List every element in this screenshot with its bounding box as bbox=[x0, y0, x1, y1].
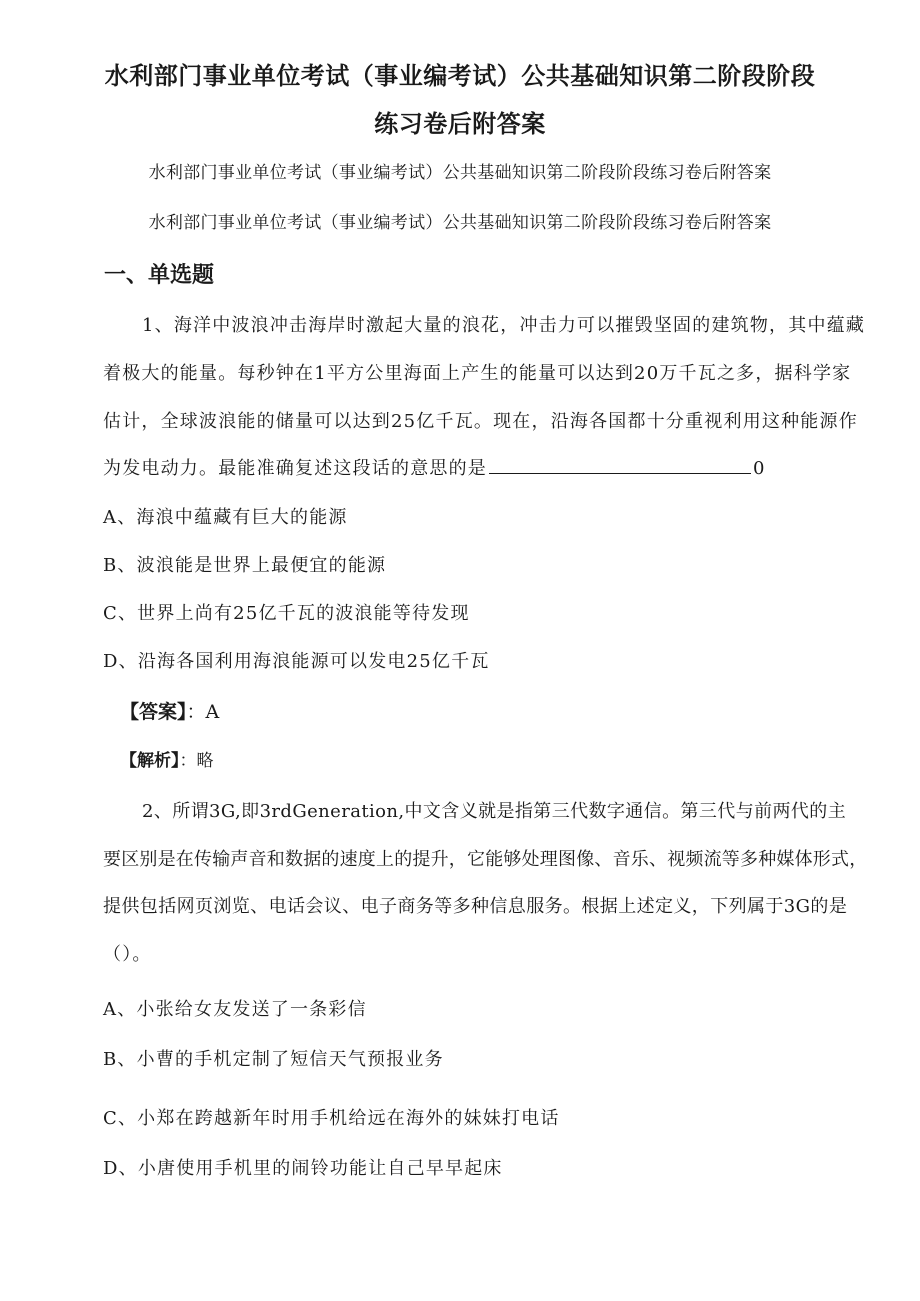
question-1-prompt: 为发电动力。最能准确复述这段话的意思的是 bbox=[103, 458, 487, 479]
question-1-text-line-last bbox=[103, 454, 766, 480]
question-2-option-c: C、小郑在跨越新年时用手机给远在海外的妹妹打电话 bbox=[103, 1108, 560, 1129]
question-1-text-line: 1、海洋中波浪冲击海岸时激起大量的浪花，冲击力可以摧毁坚固的建筑物，其中蕴藏 bbox=[142, 315, 866, 336]
question-2-option-d: D、小唐使用手机里的闹铃功能让自己早早起床 bbox=[103, 1158, 503, 1179]
analysis-value: ：略 bbox=[179, 751, 214, 771]
answer-blank bbox=[489, 455, 751, 474]
subtitle-line: 水利部门事业单位考试（事业编考试）公共基础知识第二阶段阶段练习卷后附答案 bbox=[148, 163, 772, 183]
question-2-text-line: 提供包括网页浏览、电话会议、电子商务等多种信息服务。根据上述定义，下列属于3G的是 bbox=[103, 896, 848, 917]
answer-label: 【答案】 bbox=[120, 701, 187, 723]
question-2-option-a: A、小张给女友发送了一条彩信 bbox=[103, 999, 367, 1020]
answer-value: ：A bbox=[186, 701, 220, 723]
document-title-line-2: 练习卷后附答案 bbox=[374, 110, 546, 138]
analysis-label: 【解析】 bbox=[120, 751, 180, 771]
question-2-text-line: 2、所谓3G,即3rdGeneration,中文含义就是指第三代数字通信。第三代与前两代的主 bbox=[142, 801, 847, 822]
document-title-line-1: 水利部门事业单位考试（事业编考试）公共基础知识第二阶段阶段 bbox=[104, 62, 816, 90]
blank-suffix: 0 bbox=[753, 458, 766, 479]
subtitle-line: 水利部门事业单位考试（事业编考试）公共基础知识第二阶段阶段练习卷后附答案 bbox=[148, 213, 772, 233]
question-2-text-line: 要区别是在传输声音和数据的速度上的提升，它能够处理图像、音乐、视频流等多种媒体形式， bbox=[103, 849, 868, 870]
question-2-option-b: B、小曹的手机定制了短信天气预报业务 bbox=[103, 1049, 444, 1070]
section-heading: 一、单选题 bbox=[104, 263, 215, 288]
question-1-analysis bbox=[120, 746, 214, 771]
question-1-option-d: D、沿海各国利用海浪能源可以发电25亿千瓦 bbox=[103, 651, 490, 672]
question-1-option-b: B、波浪能是世界上最便宜的能源 bbox=[103, 555, 387, 576]
question-1-text-line: 着极大的能量。每秒钟在1平方公里海面上产生的能量可以达到20万千瓦之多，据科学家 bbox=[103, 363, 852, 384]
question-2-text-line: （）。 bbox=[103, 944, 152, 965]
question-1-option-a: A、海浪中蕴藏有巨大的能源 bbox=[103, 507, 348, 528]
question-1-text-line: 估计，全球波浪能的储量可以达到25亿千瓦。现在，沿海各国都十分重视利用这种能源作 bbox=[103, 411, 858, 432]
question-1-answer bbox=[120, 697, 219, 724]
question-1-option-c: C、世界上尚有25亿千瓦的波浪能等待发现 bbox=[103, 603, 470, 624]
